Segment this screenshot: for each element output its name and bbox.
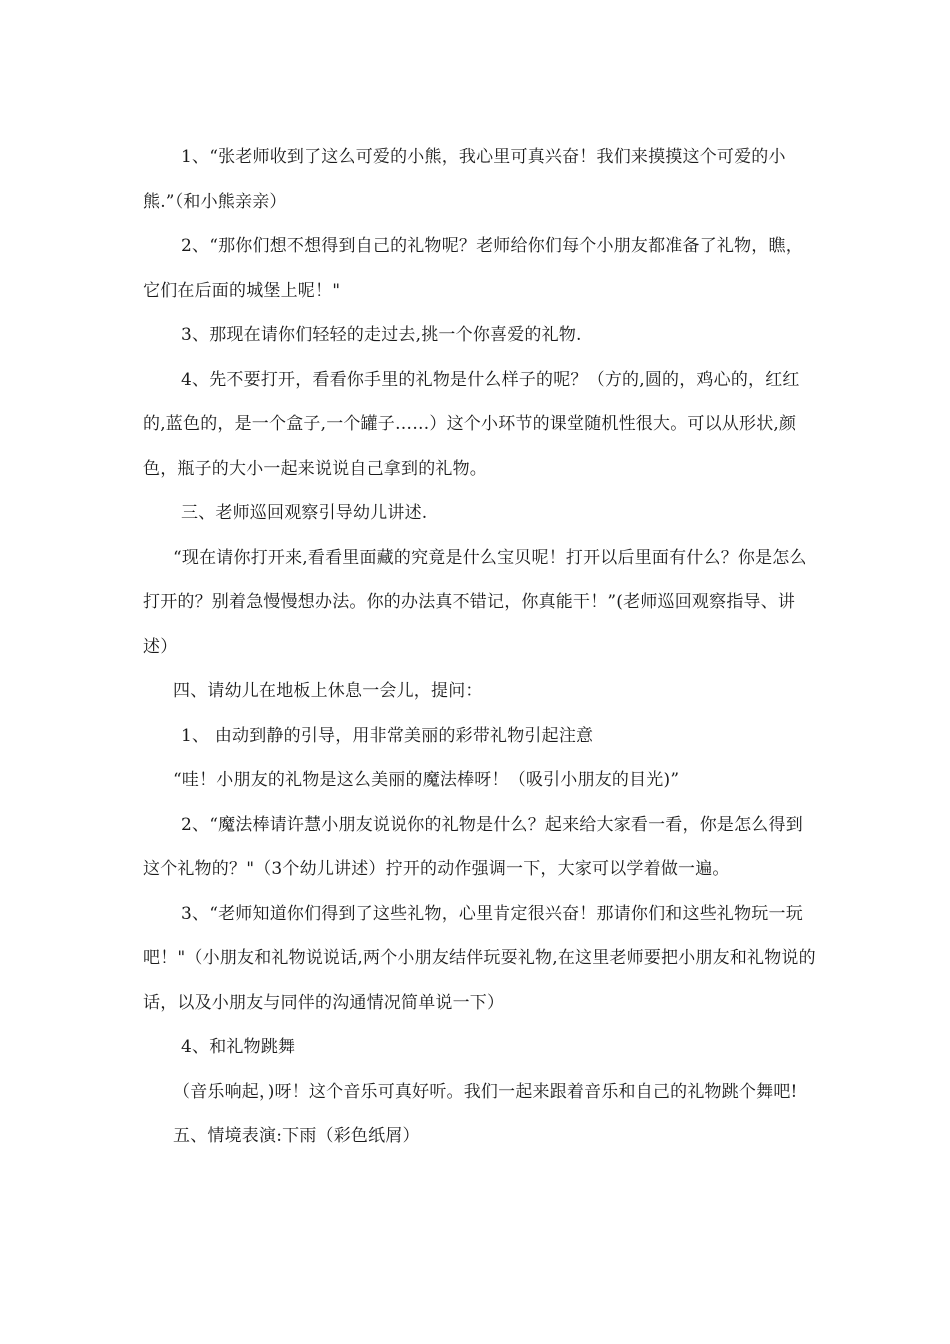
paragraph-10: 4、和礼物跳舞	[181, 1037, 296, 1057]
section-heading-5: 五、情境表演:下雨（彩色纸屑）	[173, 1126, 420, 1146]
paragraph-7: “哇！小朋友的礼物是这么美丽的魔法棒呀！（吸引小朋友的目光)”	[173, 770, 680, 790]
paragraph-9: 3、“老师知道你们得到了这些礼物，心里肯定很兴奋！那请你们和这些礼物玩一玩吧！"（小朋友和礼物说说话,两个小朋友结伴玩耍礼物,在这里老师要把小朋友和礼物说的话，以及小朋友与同伴的沟通情况简单说一下）	[143, 903, 816, 1013]
document-body	[143, 135, 818, 1159]
section-heading-4: 四、请幼儿在地板上休息一会儿，提问：	[173, 681, 483, 701]
paragraph-4: 4、先不要打开，看看你手里的礼物是什么样子的呢？（方的,圆的，鸡心的，红红的,蓝色的，是一个盒子,一个罐子……）这个小环节的课堂随机性很大。可以从形状,颜色，瓶子的大小一起来说说自己拿到的礼物。	[143, 369, 800, 479]
paragraph-3: 3、那现在请你们轻轻的走过去,挑一个你喜爱的礼物.	[181, 325, 582, 345]
paragraph-11: （音乐响起，)呀！这个音乐可真好听。我们一起来跟着音乐和自己的礼物跳个舞吧!	[173, 1081, 798, 1102]
section-heading-3: 三、老师巡回观察引导幼儿讲述.	[181, 503, 428, 523]
paragraph-8: 2、“魔法棒请许慧小朋友说说你的礼物是什么？起来给大家看一看，你是怎么得到这个礼物的？"（3个幼儿讲述）拧开的动作强调一下，大家可以学着做一遍。	[143, 814, 803, 879]
paragraph-1: 1、“张老师收到了这么可爱的小熊，我心里可真兴奋！我们来摸摸这个可爱的小熊.”（和小熊亲亲）	[143, 147, 786, 212]
paragraph-6: 1、 由动到静的引导，用非常美丽的彩带礼物引起注意	[181, 725, 594, 746]
paragraph-2: 2、“那你们想不想得到自己的礼物呢？老师给你们每个小朋友都准备了礼物，瞧，它们在后面的城堡上呢！"	[143, 236, 803, 301]
paragraph-5: “现在请你打开来,看看里面藏的究竟是什么宝贝呢！打开以后里面有什么？你是怎么打开的？别着急慢慢想办法。你的办法真不错记，你真能干！”(老师巡回观察指导、讲述）	[143, 547, 807, 657]
